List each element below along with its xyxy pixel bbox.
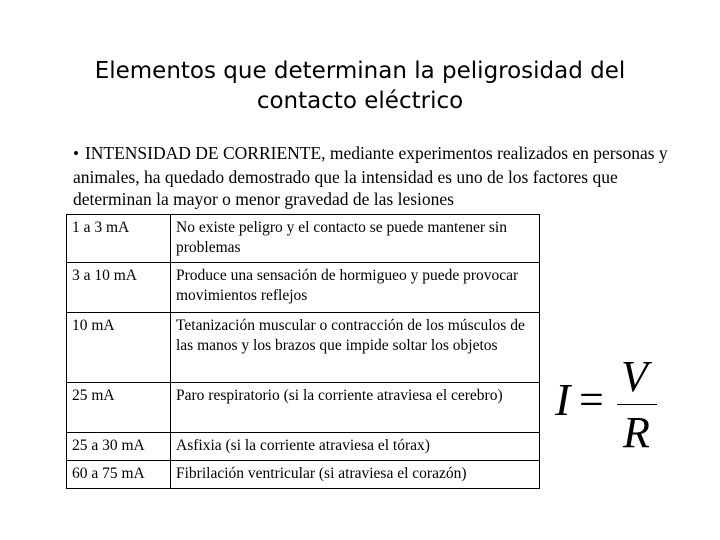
current-cell: 25 a 30 mA — [67, 433, 171, 461]
effect-cell: Paro respiratorio (si la corriente atraviesa el cerebro) — [171, 383, 540, 433]
table-row — [67, 313, 540, 383]
formula-numerator: V — [621, 352, 648, 401]
current-effects-table — [66, 214, 540, 489]
formula-fraction-bar — [617, 404, 657, 405]
table-row — [67, 383, 540, 433]
bullet-icon: • — [73, 144, 79, 163]
current-cell: 60 a 75 mA — [67, 461, 171, 489]
effect-cell: Fibrilación ventricular (si atraviesa el corazón) — [171, 461, 540, 489]
table-row — [67, 433, 540, 461]
title-line-1: Elementos que determinan la peligrosidad del — [94, 58, 626, 84]
slide-title — [60, 56, 660, 116]
intro-paragraph — [73, 142, 673, 211]
current-cell: 1 a 3 mA — [67, 215, 171, 263]
current-cell: 10 mA — [67, 313, 171, 383]
table-row — [67, 461, 540, 489]
effect-cell: No existe peligro y el contacto se puede mantener sin problemas — [171, 215, 540, 263]
formula-current-symbol: I — [555, 374, 571, 425]
current-cell: 3 a 10 mA — [67, 263, 171, 313]
effect-cell: Tetanización muscular o contracción de los músculos de las manos y los brazos que impide soltar los objetos — [171, 313, 540, 383]
formula-equals-sign: = — [579, 375, 604, 424]
current-cell: 25 mA — [67, 383, 171, 433]
effect-cell: Produce una sensación de hormigueo y puede provocar movimientos reflejos — [171, 263, 540, 313]
intro-text: INTENSIDAD DE CORRIENTE, mediante experimentos realizados en personas y animales, ha quedado demostrado que la intensidad es uno de los factores que determinan la mayor o menor gravedad de las lesiones — [73, 143, 668, 209]
effect-cell: Asfixia (si la corriente atraviesa el tórax) — [171, 433, 540, 461]
title-line-2: contacto eléctrico — [256, 88, 464, 114]
table-row — [67, 263, 540, 313]
table-row — [67, 215, 540, 263]
ohms-law-formula — [555, 352, 665, 457]
formula-denominator: R — [623, 408, 650, 457]
